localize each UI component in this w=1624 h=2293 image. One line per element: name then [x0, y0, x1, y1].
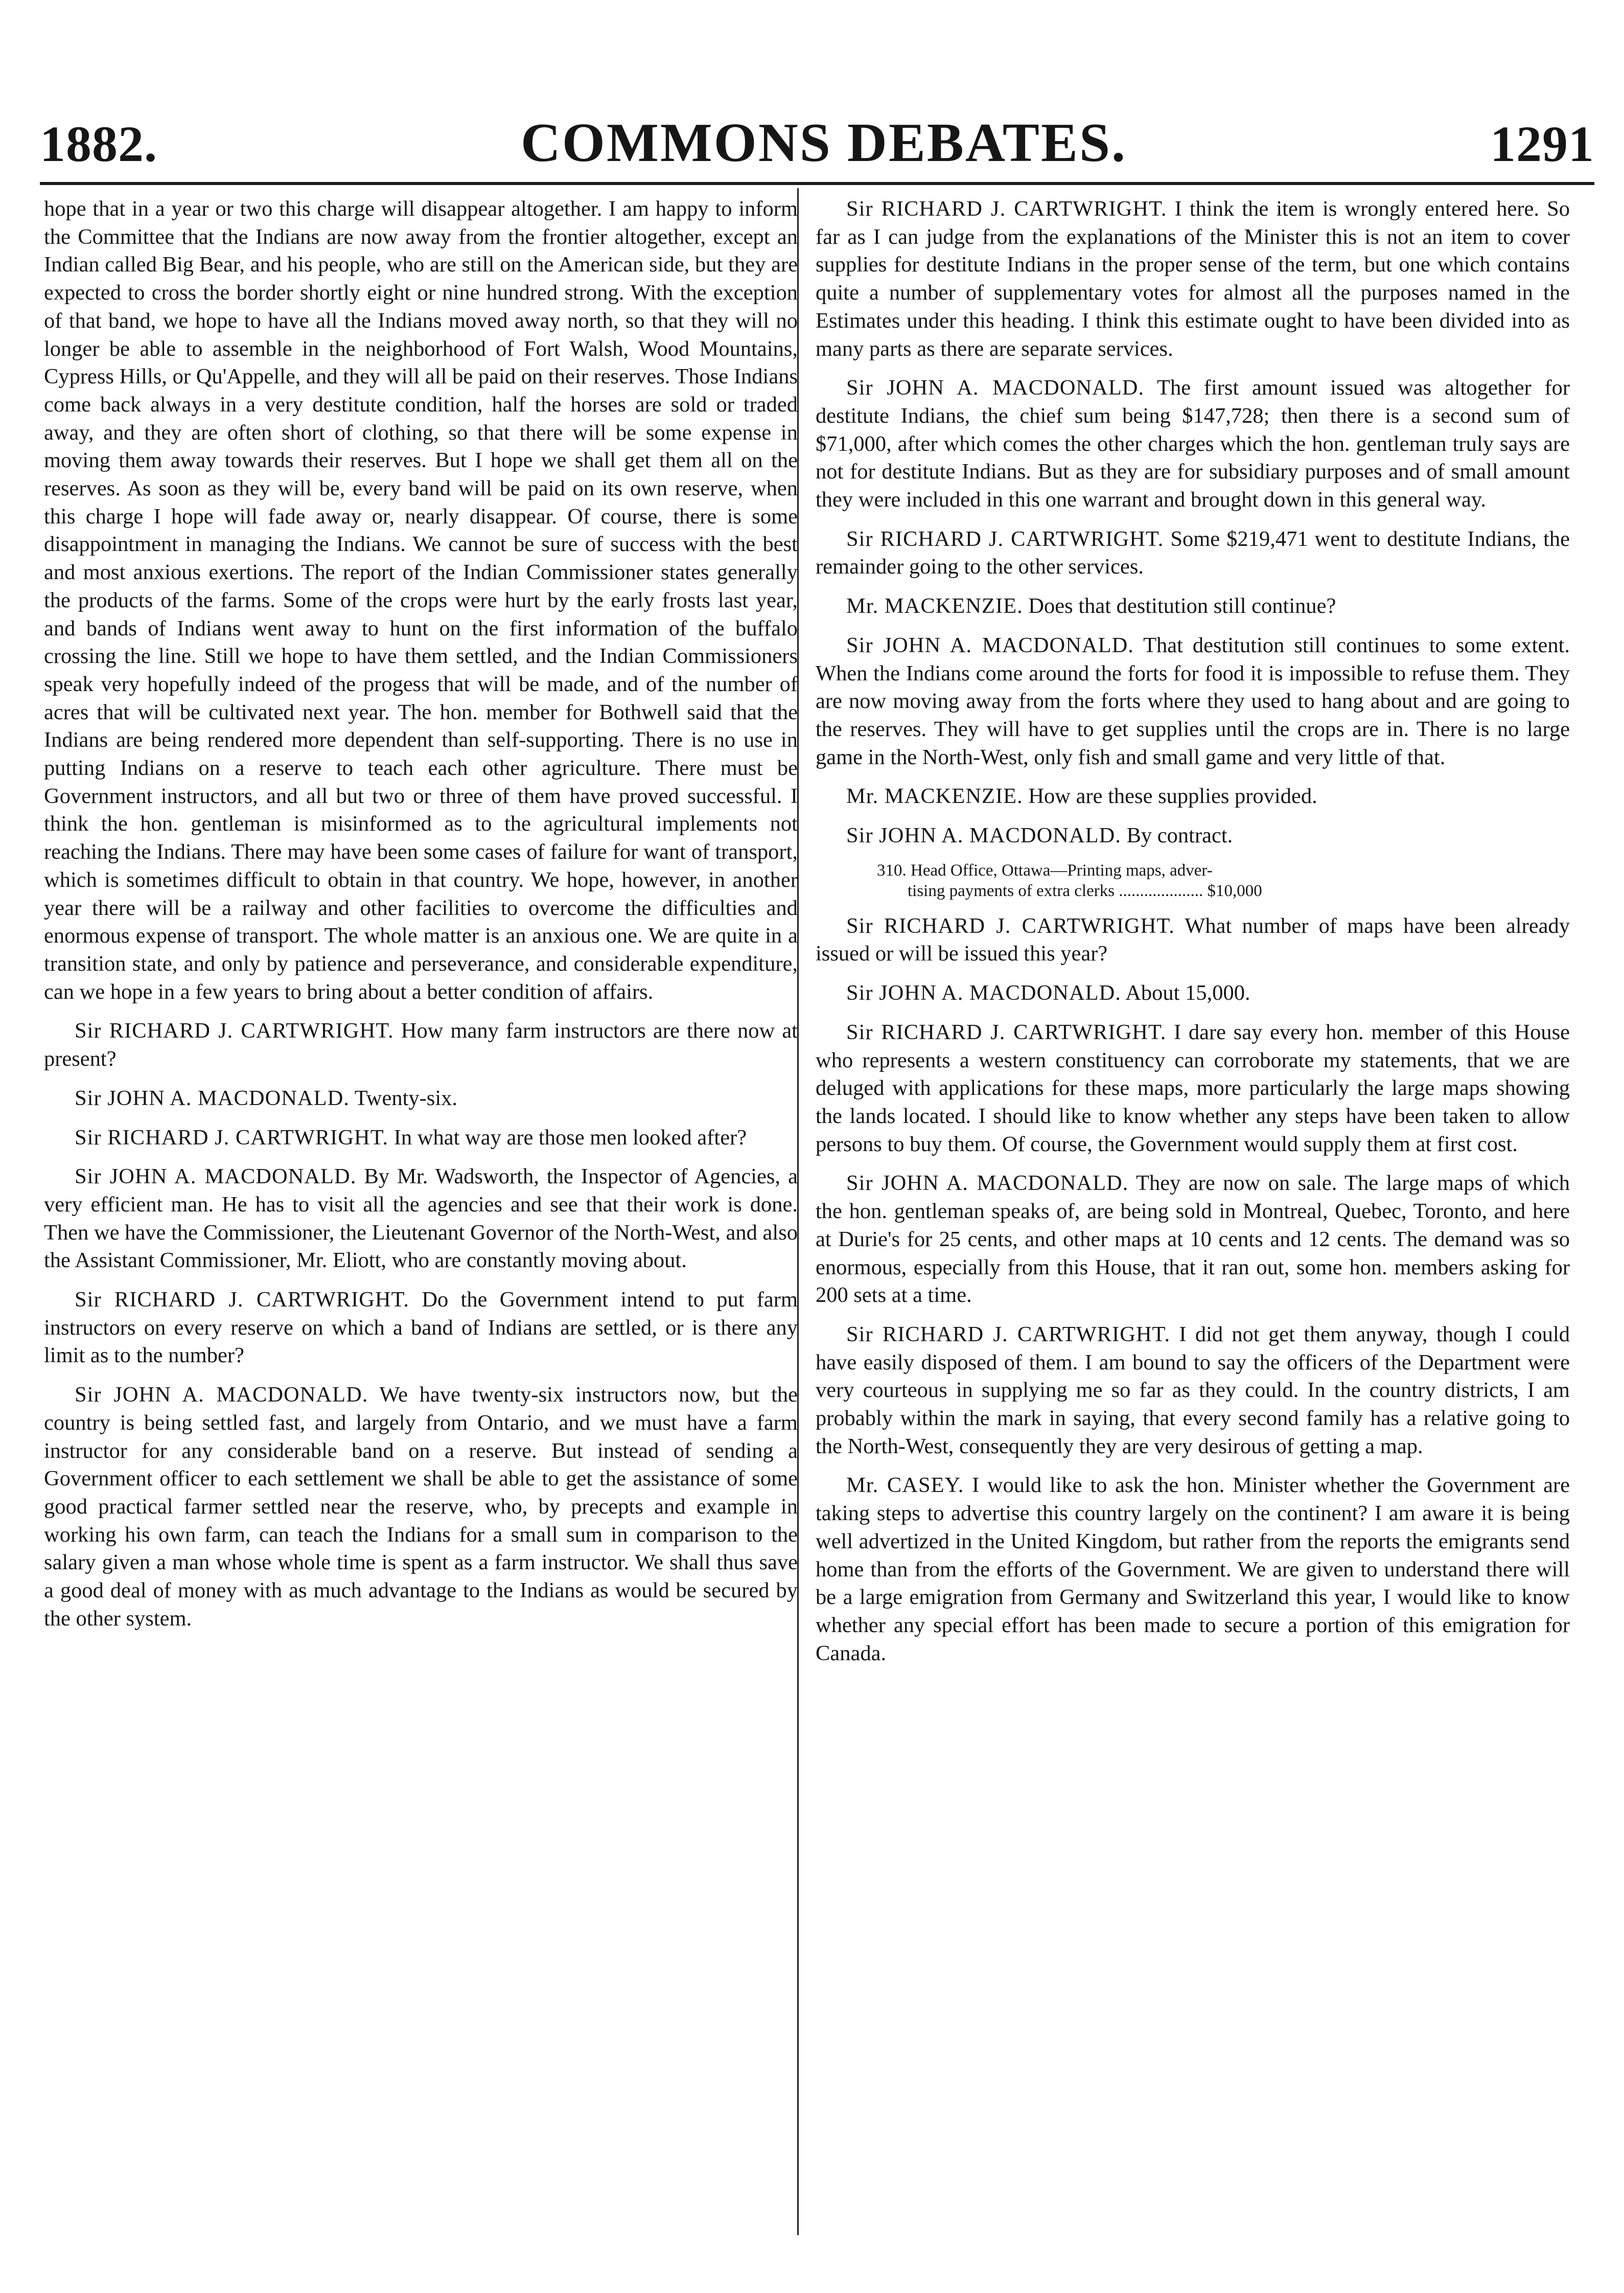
- speech: [816, 1472, 1570, 1667]
- speech: [44, 1286, 798, 1370]
- speech-text: I dare say every hon. member of this House who represents a western constituency can corroborate my statements, that we are deluged with applications for these maps, more particularly the large maps showing the lands located. I should like to know whether any steps have been taken to allow persons to buy them. Of course, the Government would supply them at first cost.: [816, 1020, 1570, 1156]
- estimate-item: [816, 860, 1570, 901]
- speech-text: I think the item is wrongly entered here. So far as I can judge from the explanations of the Minister this is not an item to cover supplies for destitute Indians in the proper sense of the term, but one which contains quite a number of supplementary votes for almost all the purposes named in the Estimates under this heading. I think this estimate ought to have been divided into as many parts as there are separate services.: [816, 197, 1570, 361]
- speech-text: By contract.: [1126, 823, 1233, 848]
- speech-text: What number of maps have been already issued or will be issued this year?: [816, 913, 1570, 966]
- speaker-name: Sir JOHN A. MACDONALD.: [846, 1171, 1129, 1196]
- speech: [44, 1124, 798, 1152]
- speech-text: Do the Government intend to put farm instructors on every reserve on which a band of Indians are settled, or is there any limit as to the number?: [44, 1288, 798, 1368]
- page-header: [40, 111, 1594, 173]
- speech: [816, 912, 1570, 968]
- paragraph: hope that in a year or two this charge will disappear altogether. I am happy to inform the Committee that the Indians are now away from the frontier altogether, except an Indian called Big Bear, and his people, who are still on the American side, but they are expected to cross the border shortly eight or nine hundred strong. With the exception of that band, we hope to have all the Indians moved away north, so that they will no longer be able to assemble in the neighborhood of Fort Walsh, Wood Mountains, Cypress Hills, or Qu'Appelle, and they will all be paid on their reserves. Those Indians come back always in a very destitute condition, half the horses are sold or traded away, and they are often short of clothing, so that there will be some expense in moving them away towards their reserves. But I hope we shall get them all on the reserves. As soon as they will be, every band will be paid on its own reserve, when this charge I hope will fade away or, nearly disappear. Of course, there is some disappointment in managing the Indians. We cannot be sure of success with the best and most anxious exertions. The report of the Indian Commissioner states generally the products of the farms. Some of the crops were hurt by the early frosts last year, and bands of Indians went away to hunt on the first information of the buffalo crossing the line. Still we hope to have them settled, and the Indian Commissioners speak very hopefully indeed of the progess that will be made, and of the number of acres that will be cultivated next year. The hon. member for Bothwell said that the Indians are being rendered more dependent than self-supporting. There is no use in putting Indians on a reserve to teach each other agriculture. There must be Government instructors, and all but two or three of them have proved successful. I think the hon. gentleman is misinformed as to the agricultural implements not reaching the Indians. There may have been some cases of failure for want of transport, which is sometimes difficult to obtain in that country. We hope, however, in another year there will be a railway and other facilities to overcome the difficulties and enormous expense of transport. The whole matter is an anxious one. We are quite in a transition state, and only by patience and perseverance, and considerable expenditure, can we hope in a few years to bring about a better condition of affairs.: [44, 197, 798, 1004]
- header-year: 1882.: [40, 116, 157, 172]
- speech-text: Twenty-six.: [354, 1086, 458, 1110]
- speaker-name: Mr. CASEY.: [846, 1473, 964, 1498]
- speaker-name: Sir RICHARD J. CARTWRIGHT.: [846, 197, 1167, 221]
- speech-text: I would like to ask the hon. Minister whether the Government are taking steps to advertise this country largely on the continent? I am aware it is being well advertized in the United Kingdom, but rather from the reports the emigrants send home than from the efforts of the Government. We are given to understand there will be a large emigration from Germany and Switzerland this year, I would like to know whether any special effort has been made to secure a portion of this emigration for Canada.: [816, 1473, 1570, 1665]
- speech-text: In what way are those men looked after?: [393, 1125, 747, 1150]
- speech: [44, 1163, 798, 1275]
- speaker-name: Sir RICHARD J. CARTWRIGHT.: [846, 526, 1164, 551]
- speech: [816, 783, 1570, 811]
- speaker-name: Mr. MACKENZIE.: [846, 784, 1023, 809]
- header-rule: [40, 182, 1594, 185]
- left-column: [44, 195, 798, 1633]
- speaker-name: Sir JOHN A. MACDONALD.: [75, 1086, 350, 1110]
- speech: [816, 979, 1570, 1007]
- speech-text: How are these supplies provided.: [1028, 784, 1317, 809]
- speech: [44, 1085, 798, 1113]
- speaker-name: Sir RICHARD J. CARTWRIGHT.: [846, 913, 1175, 938]
- speech: [816, 1321, 1570, 1461]
- speech: [816, 374, 1570, 514]
- speaker-name: Sir JOHN A. MACDONALD.: [846, 823, 1121, 848]
- speaker-name: Sir JOHN A. MACDONALD.: [846, 376, 1145, 400]
- speaker-name: Sir RICHARD J. CARTWRIGHT.: [846, 1322, 1171, 1346]
- estimate-item-line2: tising payments of extra clerks .................... $10,000: [908, 881, 1262, 900]
- speech-text: Does that destitution still continue?: [1028, 594, 1336, 618]
- speech-text: We have twenty-six instructors now, but the country is being settled fast, and largely from Ontario, and we must have a farm instructor for any considerable band on a reserve. But instead of sending a Government officer to each settlement we shall be able to get the assistance of some good practical farmer settled near the reserve, who, by precepts and example in working his own farm, can teach the Indians for a small sum in comparison to the salary given a man whose whole time is spent as a farm instructor. We shall thus save a good deal of money with as much advantage to the Indians as would be secured by the other system.: [44, 1383, 798, 1631]
- speaker-name: Mr. MACKENZIE.: [846, 594, 1023, 618]
- speaker-name: Sir JOHN A. MACDONALD.: [846, 981, 1121, 1005]
- speaker-name: Sir RICHARD J. CARTWRIGHT.: [846, 1020, 1167, 1044]
- speech-text: By Mr. Wadsworth, the Inspector of Agencies, a very efficient man. He has to visit all the agencies and see that their work is done. Then we have the Commissioner, the Lieutenant Governor of the North-West, and also the Assistant Commissioner, Mr. Eliott, who are constantly moving about.: [44, 1164, 798, 1273]
- speech-text: That destitution still continues to some extent. When the Indians come around the forts for food it is impossible to refuse them. They are now moving away from the forts where they used to hang about and are going to the reserves. They will have to get supplies until the crops are in. There is no large game in the North-West, only fish and small game and very little of that.: [816, 633, 1570, 769]
- speech-text: The first amount issued was altogether for destitute Indians, the chief sum being $147,728; then there is a second sum of $71,000, after which comes the other charges which the hon. gentleman truly says are not for destitute Indians. But as they are for subsidiary purposes and of small amount they were included in this one warrant and brought down in this general way.: [816, 376, 1570, 512]
- speech: [816, 1019, 1570, 1159]
- header-page-number: 1291: [1490, 116, 1594, 172]
- speech-text: I did not get them anyway, though I could have easily disposed of them. I am bound to say the officers of the Department were very courteous in supplying me so far as they could. In the country districts, I am probably within the mark in saying, that every second family has a relative going to the North-West, consequently they are very desirous of getting a map.: [816, 1322, 1570, 1458]
- speaker-name: Sir RICHARD J. CARTWRIGHT.: [75, 1019, 394, 1043]
- right-column: [816, 195, 1570, 1667]
- speaker-name: Sir RICHARD J. CARTWRIGHT.: [75, 1288, 410, 1312]
- speech: [44, 1017, 798, 1073]
- speech-text: Some $219,471 went to destitute Indians, the remainder going to the other services.: [816, 526, 1570, 579]
- speech-text: How many farm instructors are there now at present?: [44, 1019, 798, 1071]
- speech-text: They are now on sale. The large maps of which the hon. gentleman speaks of, are being sold in Montreal, Quebec, Toronto, and here at Durie's for 25 cents, and other maps at 10 cents and 12 cents. The demand was so enormous, especially from this House, that it ran out, some hon. members asking for 200 sets at a time.: [816, 1171, 1570, 1308]
- speech: [44, 1381, 798, 1633]
- speaker-name: Sir JOHN A. MACDONALD.: [75, 1383, 368, 1407]
- speech: [816, 1170, 1570, 1310]
- speech: [816, 525, 1570, 581]
- speaker-name: Sir JOHN A. MACDONALD.: [846, 633, 1134, 657]
- speaker-name: Sir RICHARD J. CARTWRIGHT.: [75, 1125, 389, 1150]
- header-title: COMMONS DEBATES.: [520, 112, 1127, 173]
- speech: [816, 195, 1570, 363]
- speech: [816, 592, 1570, 621]
- speaker-name: Sir JOHN A. MACDONALD.: [75, 1164, 357, 1189]
- speech: [816, 632, 1570, 772]
- estimate-item-line1: 310. Head Office, Ottawa—Printing maps, adver-: [877, 861, 1213, 880]
- speech: [816, 822, 1570, 850]
- speech-text: About 15,000.: [1125, 981, 1250, 1005]
